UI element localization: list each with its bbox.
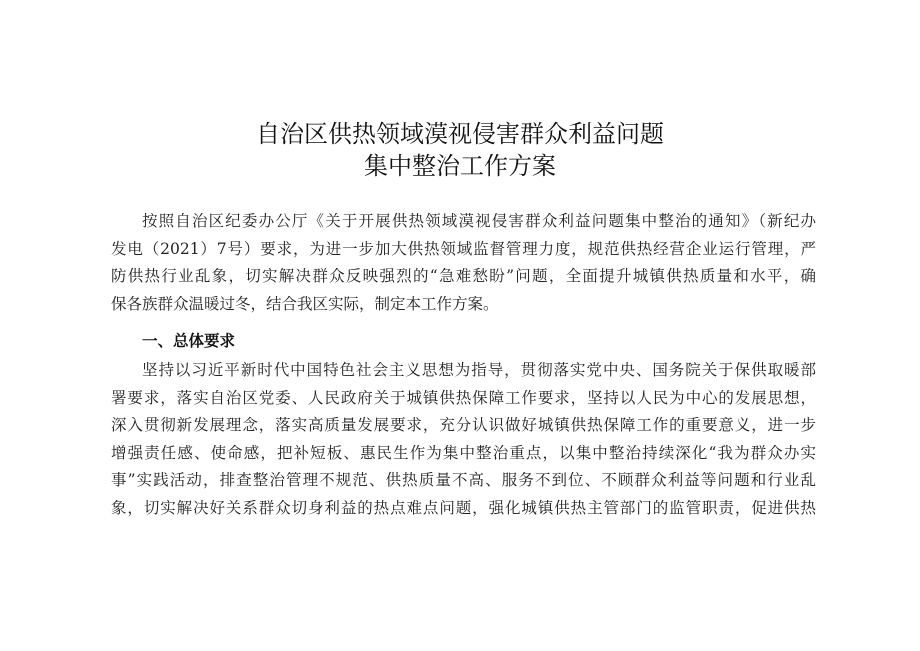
- intro-line: 防供热行业乱象，切实解决群众反映强烈的“急难愁盼”问题，全面提升城镇供热质量和水平，确: [111, 267, 816, 286]
- intro-paragraph: [111, 208, 816, 318]
- section1-line: 署要求，落实自治区党委、人民政府关于城镇供热保障工作要求，坚持以人民为中心的发展思想，: [111, 388, 816, 407]
- section-heading-general-requirements: 一、总体要求: [142, 332, 236, 350]
- section1-line: 坚持以习近平新时代中国特色社会主义思想为指导，贯彻落实党中央、国务院关于保供取暖部: [142, 361, 816, 379]
- intro-line: 保各族群众温暖过冬，结合我区实际，制定本工作方案。: [111, 294, 499, 313]
- section1-line: 深入贯彻新发展理念，落实高质量发展要求，充分认识做好城镇供热保障工作的重要意义，进一步: [111, 416, 816, 435]
- section1-line: 事”实践活动，排查整治管理不规范、供热质量不高、服务不到位、不顾群众利益等问题和行业乱: [111, 471, 816, 490]
- section1-paragraph: [111, 357, 816, 523]
- section1-line: 象，切实解决好关系群众切身利益的热点难点问题，强化城镇供热主管部门的监管职责，促进供热: [111, 498, 816, 517]
- document-title-line-1: 自治区供热领域漠视侵害群众利益问题: [256, 120, 664, 148]
- intro-line: 发电（2021）7号）要求，为进一步加大供热领域监督管理力度，规范供热经营企业运行管理，严: [111, 239, 816, 258]
- section1-line: 增强责任感、使命感，把补短板、惠民生作为集中整治重点，以集中整治持续深化“我为群众办实: [111, 443, 816, 462]
- intro-line: 按照自治区纪委办公厅《关于开展供热领域漠视侵害群众利益问题集中整治的通知》（新纪办: [142, 212, 816, 230]
- document-title-line-2: 集中整治工作方案: [364, 152, 556, 180]
